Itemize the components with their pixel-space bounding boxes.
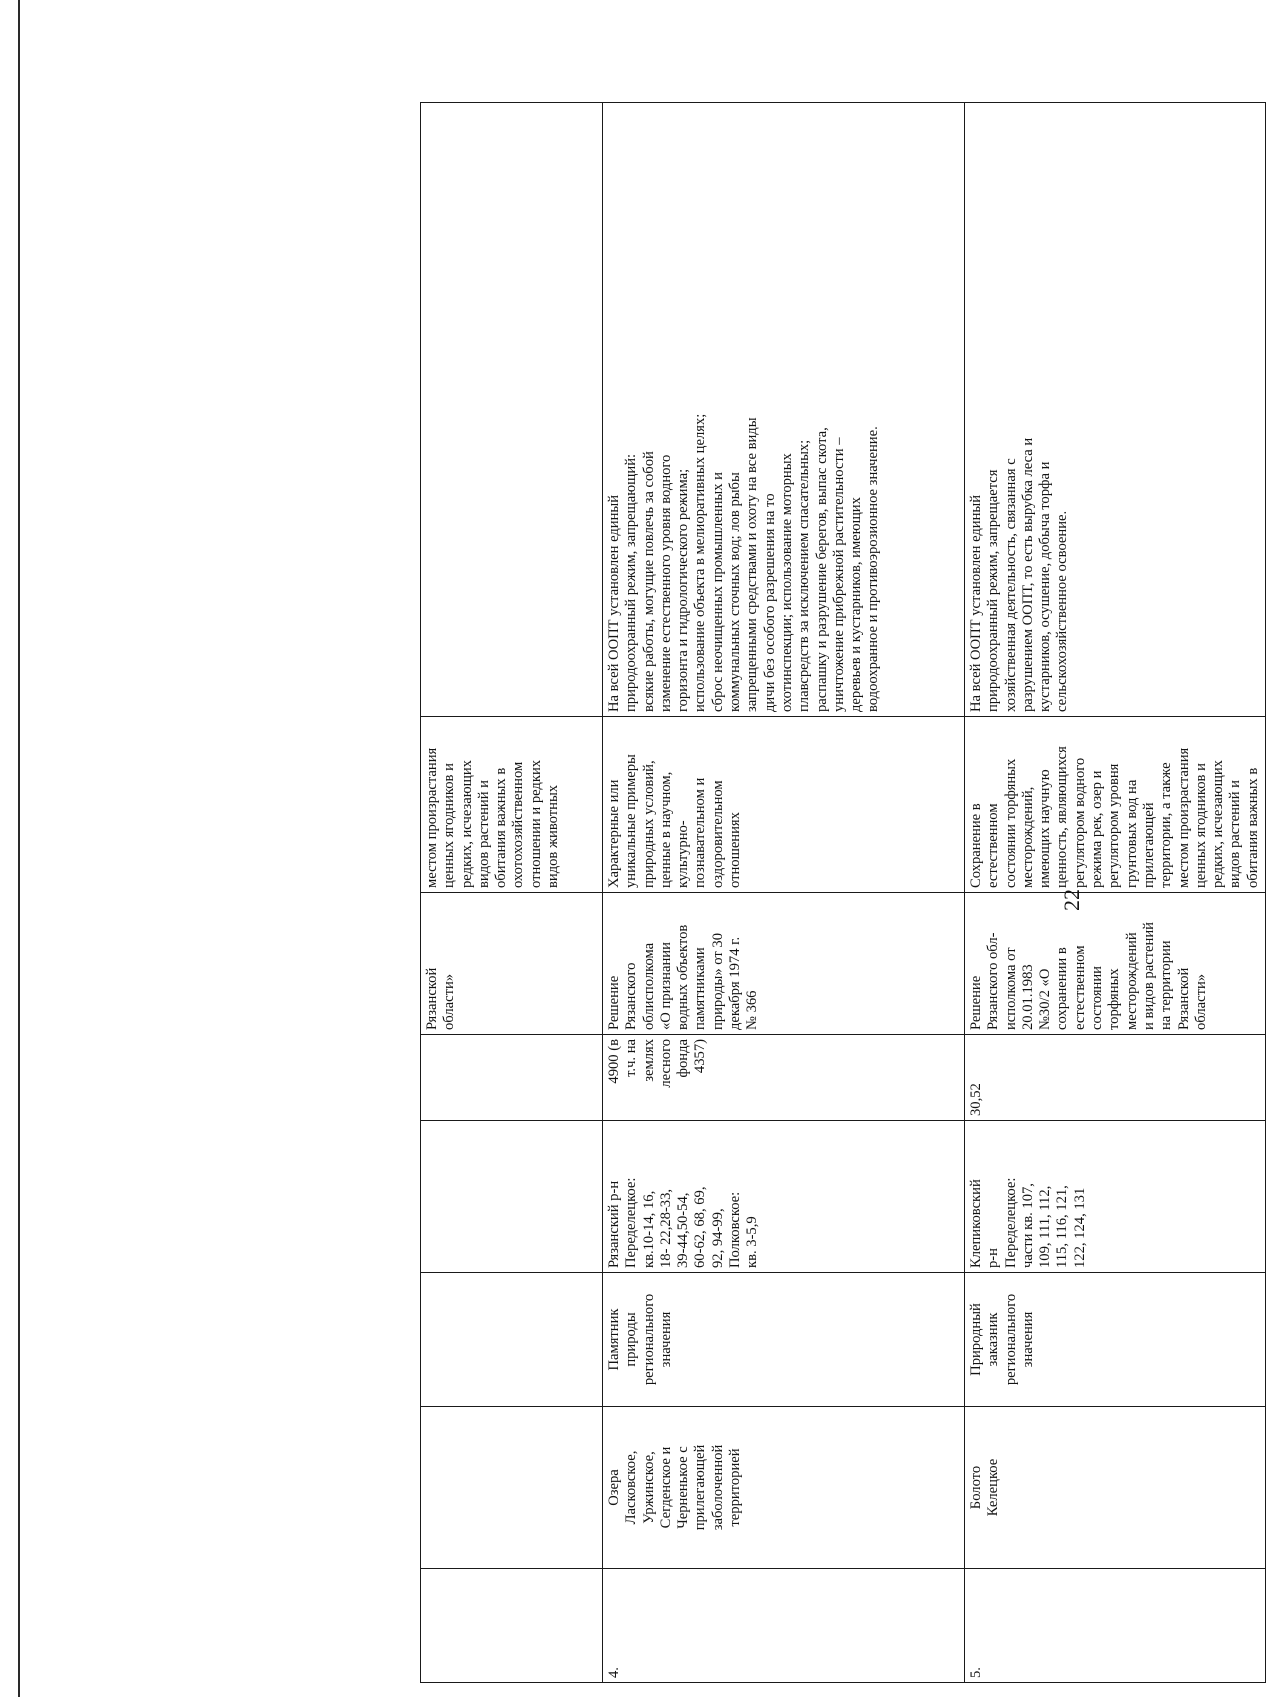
cell-document: Решение Рязанского облисполкома «О признании водных объектов памятниками природы» от 30 декабря 1974 г. № 366 — [603, 893, 965, 1035]
table-row — [965, 103, 1266, 1683]
cell-document: Решение Рязанского обл- исполкома от 20.01.1983 №30/2 «О сохранении в естественном состоянии торфяных месторождений и видов растений на территории Рязанской области» — [965, 893, 1266, 1035]
cell-regime — [421, 103, 603, 717]
table-row — [603, 103, 965, 1683]
cell-num: 4. — [603, 1569, 965, 1683]
page-number: 22 — [1059, 889, 1084, 911]
cell-area: 30,52 — [965, 1035, 1266, 1121]
cell-category — [421, 1273, 603, 1407]
cell-area — [421, 1035, 603, 1121]
cell-regime: На всей ООПТ установлен единый природоохранный режим, запрещающий: всякие работы, могущие повлечь за собой изменение естественного уровня водного горизонта и гидрологического режима; использование объекта в мелиоративных целях; сброс неочищенных промышленных и коммунальных сточных вод; лов рыбы запрещенными средствами и охоту на все виды дичи без особого разрешения на то охотинспекции; использование моторных плавсредств за исключением спасательных; распашку и разрушение берегов, выпас скота, уничтожение прибрежной растительности – деревьев и кустарников, имеющих водоохранное и противоэрозионное значение. — [603, 103, 965, 717]
cell-num: 5. — [965, 1569, 1266, 1683]
cell-regime: На всей ООПТ установлен единый природоохранный режим, запрещается хозяйственная деятельность, связанная с разрушением ООПТ, то есть вырубка леса и кустарников, осушение, добыча торфа и сельскохозяйственное освоение. — [965, 103, 1266, 717]
cell-num — [421, 1569, 603, 1683]
cell-purpose: местом произрастания ценных ягодников и редких, исчезающих видов растений и обитания важных в охотохозяйственном отношении и редких видов животных — [421, 717, 603, 893]
cell-name — [421, 1407, 603, 1569]
cell-location: Рязанский р-н Переделецкое: кв.10-14, 16, 18- 22,28-33, 39-44,50-54, 60-62, 68, 69, 92, 94-99, Полковское: кв. 3-5,9 — [603, 1121, 965, 1273]
table-row-continuation — [421, 103, 603, 1683]
cell-category: Природный заказник регионального значения — [965, 1273, 1266, 1407]
cell-purpose: Сохранение в естественном состоянии торфяных месторождений, имеющих научную ценность, являющихся регулятором водного режима рек, озер и регулятором уровня грунтовых вод на прилегающей территории, а также местом произрастания ценных ягодников и редких, исчезающих видов растений и обитания важных в — [965, 717, 1266, 893]
rotated-table-page — [420, 103, 1261, 1683]
cell-purpose: Характерные или уникальные примеры природных условий, ценные в научном, культурно- познавательном и оздоровительном отношениях — [603, 717, 965, 893]
cell-location: Клепиковский р-н Переделецкое: части кв. 107, 109, 111, 112, 115, 116, 121, 122, 124, 131 — [965, 1121, 1266, 1273]
cell-area: 4900 (в т.ч. на землях лесного фонда 4357) — [603, 1035, 965, 1121]
scan-left-edge — [18, 0, 20, 1697]
oopt-table — [420, 102, 1266, 1683]
cell-location — [421, 1121, 603, 1273]
cell-category: Памятник природы регионального значения — [603, 1273, 965, 1407]
cell-name: Болото Келецкое — [965, 1407, 1266, 1569]
cell-name: Озера Ласковское, Уржинское, Сегденское и Черненькое с прилегающей заболоченной территорией — [603, 1407, 965, 1569]
cell-document: Рязанской области» — [421, 893, 603, 1035]
